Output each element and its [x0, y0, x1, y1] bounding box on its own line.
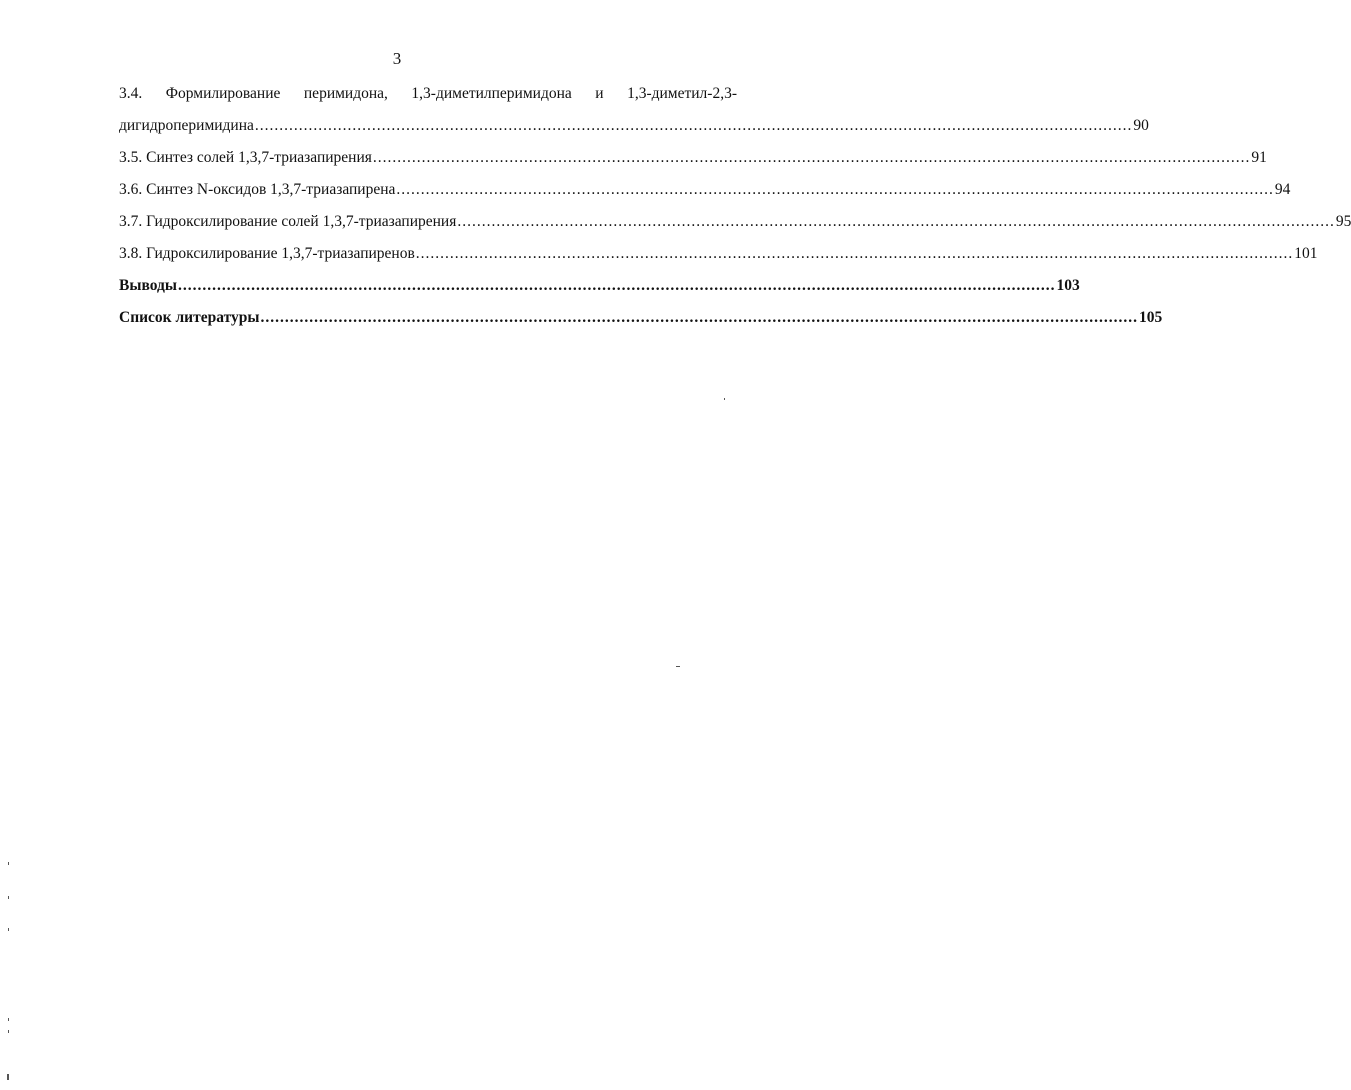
toc-entry-references — [119, 302, 1163, 334]
toc-entry-title: 3.5. Синтез солей 1,3,7-триазапирения — [119, 149, 372, 166]
toc-entry-page: 103 — [1056, 277, 1080, 294]
toc-entry-page: 101 — [1294, 245, 1318, 262]
scan-speck — [8, 896, 9, 899]
toc-entry-page: 94 — [1274, 181, 1291, 198]
dot-leader: .................................................................................................................................................................................... — [254, 117, 1133, 134]
dot-leader: .................................................................................................................................................................................... — [372, 149, 1251, 166]
dot-leader: .................................................................................................................................................................................... — [260, 309, 1138, 326]
toc-entry-3-7 — [119, 206, 1351, 238]
toc-entry-page: 90 — [1133, 117, 1149, 134]
table-of-contents — [119, 78, 1351, 334]
toc-entry-title: Выводы — [119, 277, 177, 294]
scan-speck — [8, 1030, 9, 1033]
dot-leader: .................................................................................................................................................................................... — [415, 245, 1294, 262]
toc-entry-conclusions — [119, 270, 1080, 302]
scan-speck — [724, 398, 725, 400]
scan-speck — [8, 862, 9, 865]
toc-entry-3-5 — [119, 142, 1267, 174]
toc-entry-page: 105 — [1138, 309, 1163, 326]
toc-entry-title: 3.6. Синтез N-оксидов 1,3,7-триазапирена — [119, 181, 396, 198]
toc-entry-page: 95 — [1335, 213, 1351, 230]
scan-speck — [8, 1018, 9, 1021]
toc-entry-page: 91 — [1251, 149, 1267, 166]
scan-speck — [8, 928, 9, 931]
scan-speck — [7, 1074, 9, 1080]
page-number: 3 — [392, 49, 402, 68]
scan-speck — [676, 666, 680, 667]
dot-leader: .................................................................................................................................................................................... — [457, 213, 1335, 230]
dot-leader: .................................................................................................................................................................................... — [177, 277, 1056, 294]
toc-entry-title: 3.7. Гидроксилирование солей 1,3,7-триазапирения — [119, 213, 457, 230]
toc-entry-title: Список литературы — [119, 309, 260, 326]
dot-leader: .................................................................................................................................................................................... — [396, 181, 1274, 198]
toc-entry-title: дигидроперимидина — [119, 117, 254, 134]
toc-entry-title: 3.8. Гидроксилирование 1,3,7-триазапиренов — [119, 245, 415, 262]
toc-entry-3-4-line1: 3.4. Формилирование перимидона, 1,3-диметилперимидона и 1,3-диметил-2,3- — [119, 85, 737, 102]
toc-entry-3-6 — [119, 174, 1291, 206]
toc-entry-3-4 — [119, 110, 1149, 142]
toc-entry-3-8 — [119, 238, 1318, 270]
